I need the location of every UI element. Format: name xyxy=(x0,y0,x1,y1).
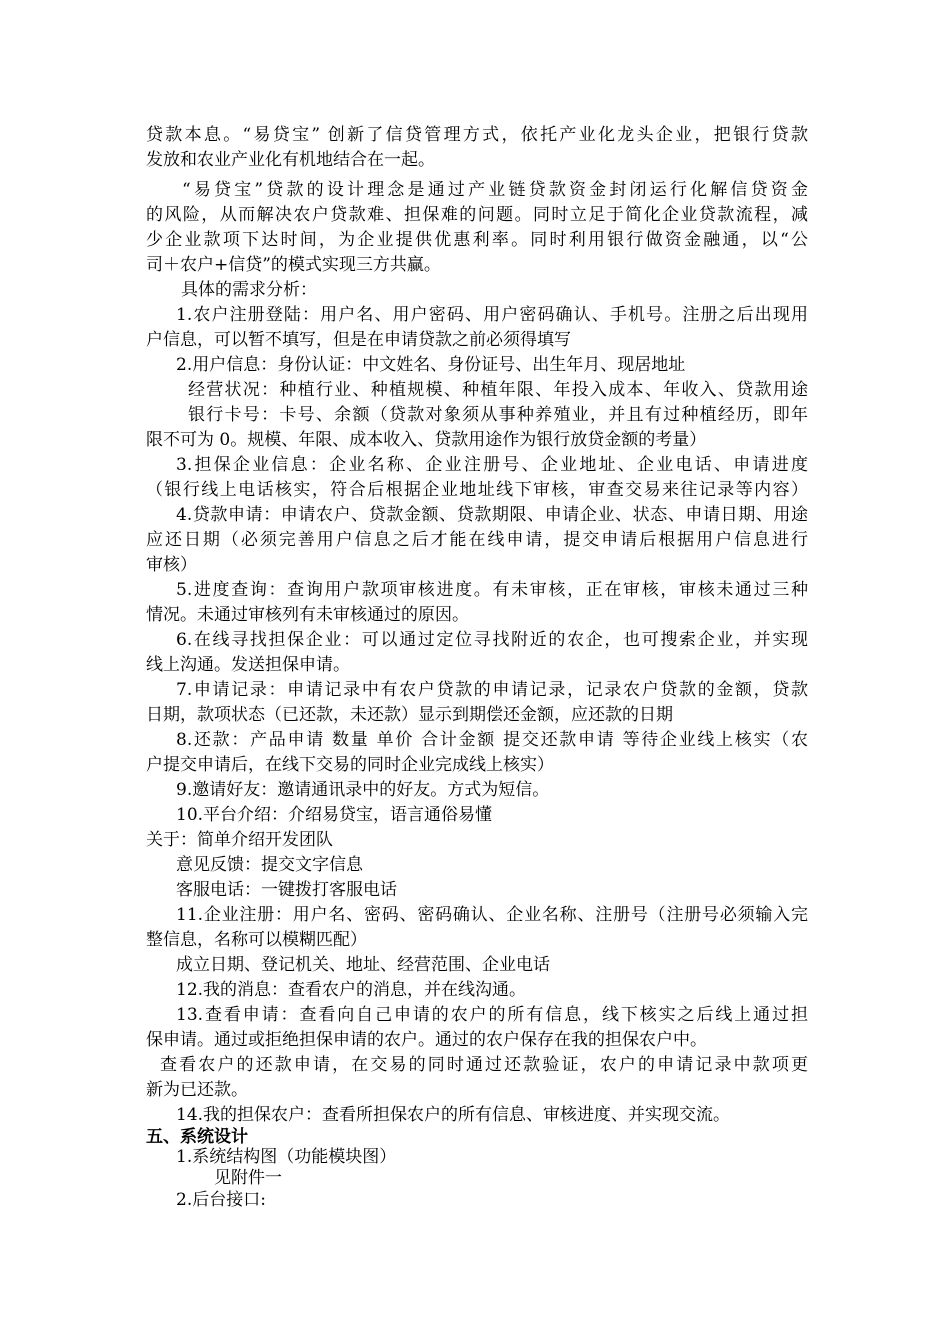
paragraph-line: 的风险，从而解决农户贷款难、担保难的问题。同时立足于简化企业贷款流程，减 xyxy=(146,205,808,225)
paragraph-line: 司＋农户+信贷”的模式实现三方共赢。 xyxy=(146,255,441,275)
list-item-continuation: 限不可为 0。规模、年限、成本收入、贷款用途作为银行放贷金额的考量） xyxy=(146,430,707,450)
list-item-continuation: 客服电话：一键拨打客服电话 xyxy=(176,880,397,900)
paragraph-line: 少企业款项下达时间，为企业提供优惠利率。同时利用银行做资金融通，以“公 xyxy=(146,230,808,250)
list-item: 14.我的担保农户：查看所担保农户的所有信息、审核进度、并实现交流。 xyxy=(176,1105,731,1125)
list-item: 5.进度查询：查询用户款项审核进度。有未审核，正在审核，审核未通过三种 xyxy=(176,580,808,600)
list-item-continuation: 日期，款项状态（已还款，未还款）显示到期偿还金额，应还款的日期 xyxy=(146,705,673,725)
list-item-continuation: （银行线上电话核实，符合后根据企业地址线下审核，审查交易来往记录等内容） xyxy=(146,480,808,500)
list-item-continuation: 关于：简单介绍开发团队 xyxy=(146,830,333,850)
list-item-continuation: 户信息，可以暂不填写，但是在申请贷款之前必须得填写 xyxy=(146,330,571,350)
list-item-continuation: 情况。未通过审核列有未审核通过的原因。 xyxy=(146,605,469,625)
list-item: 3.担保企业信息：企业名称、企业注册号、企业地址、企业电话、申请进度 xyxy=(176,455,808,475)
list-item-continuation: 新为已还款。 xyxy=(146,1080,248,1100)
list-item: 4.贷款申请：申请农户、贷款金额、贷款期限、申请企业、状态、申请日期、用途 xyxy=(176,505,808,525)
list-item-continuation: 查看农户的还款申请，在交易的同时通过还款验证，农户的申请记录中款项更 xyxy=(160,1055,808,1075)
list-item: 2.用户信息：身份认证：中文姓名、身份证号、出生年月、现居地址 xyxy=(176,355,686,375)
list-item: 1.农户注册登陆：用户名、用户密码、用户密码确认、手机号。注册之后出现用 xyxy=(176,305,808,325)
list-item: 8.还款：产品申请 数量 单价 合计金额 提交还款申请 等待企业线上核实（农 xyxy=(176,730,808,750)
paragraph-line: 贷款本息。“易贷宝” 创新了信贷管理方式，依托产业化龙头企业，把银行贷款 xyxy=(146,125,808,145)
list-item-continuation: 保申请。通过或拒绝担保申请的农户。通过的农户保存在我的担保农户中。 xyxy=(146,1030,707,1050)
paragraph-line: “易贷宝”贷款的设计理念是通过产业链贷款资金封闭运行化解信贷资金 xyxy=(182,180,808,200)
list-item: 11.企业注册：用户名、密码、密码确认、企业名称、注册号（注册号必须输入完 xyxy=(176,905,808,925)
section-heading: 五、系统设计 xyxy=(146,1127,248,1147)
list-item-continuation: 见附件一 xyxy=(214,1168,282,1188)
list-item-continuation: 经营状况：种植行业、种植规模、种植年限、年投入成本、年收入、贷款用途 xyxy=(188,380,808,400)
list-item-continuation: 意见反馈：提交文字信息 xyxy=(176,855,363,875)
list-item: 12.我的消息：查看农户的消息，并在线沟通。 xyxy=(176,980,527,1000)
list-item: 6.在线寻找担保企业：可以通过定位寻找附近的农企，也可搜索企业，并实现 xyxy=(176,630,808,650)
list-item-continuation: 审核） xyxy=(146,555,197,575)
list-item: 1.系统结构图（功能模块图） xyxy=(176,1147,397,1167)
list-item-continuation: 户提交申请后，在线下交易的同时企业完成线上核实） xyxy=(146,755,554,775)
list-item: 10.平台介绍：介绍易贷宝，语言通俗易懂 xyxy=(176,805,493,825)
list-item-continuation: 线上沟通。发送担保申请。 xyxy=(146,655,350,675)
list-item-continuation: 整信息，名称可以模糊匹配） xyxy=(146,930,367,950)
list-item: 7.申请记录：申请记录中有农户贷款的申请记录，记录农户贷款的金额，贷款 xyxy=(176,680,808,700)
paragraph-line: 发放和农业产业化有机地结合在一起。 xyxy=(146,150,435,170)
list-item: 2.后台接口: xyxy=(176,1190,266,1210)
list-item: 9.邀请好友：邀请通讯录中的好友。方式为短信。 xyxy=(176,780,550,800)
list-item: 13.查看申请：查看向自己申请的农户的所有信息，线下核实之后线上通过担 xyxy=(176,1005,808,1025)
list-item-continuation: 成立日期、登记机关、地址、经营范围、企业电话 xyxy=(176,955,550,975)
list-item-continuation: 应还日期（必须完善用户信息之后才能在线申请，提交申请后根据用户信息进行 xyxy=(146,530,808,550)
section-heading: 具体的需求分析： xyxy=(181,280,317,300)
list-item-continuation: 银行卡号：卡号、余额（贷款对象须从事种养殖业，并且有过种植经历，即年 xyxy=(188,405,808,425)
